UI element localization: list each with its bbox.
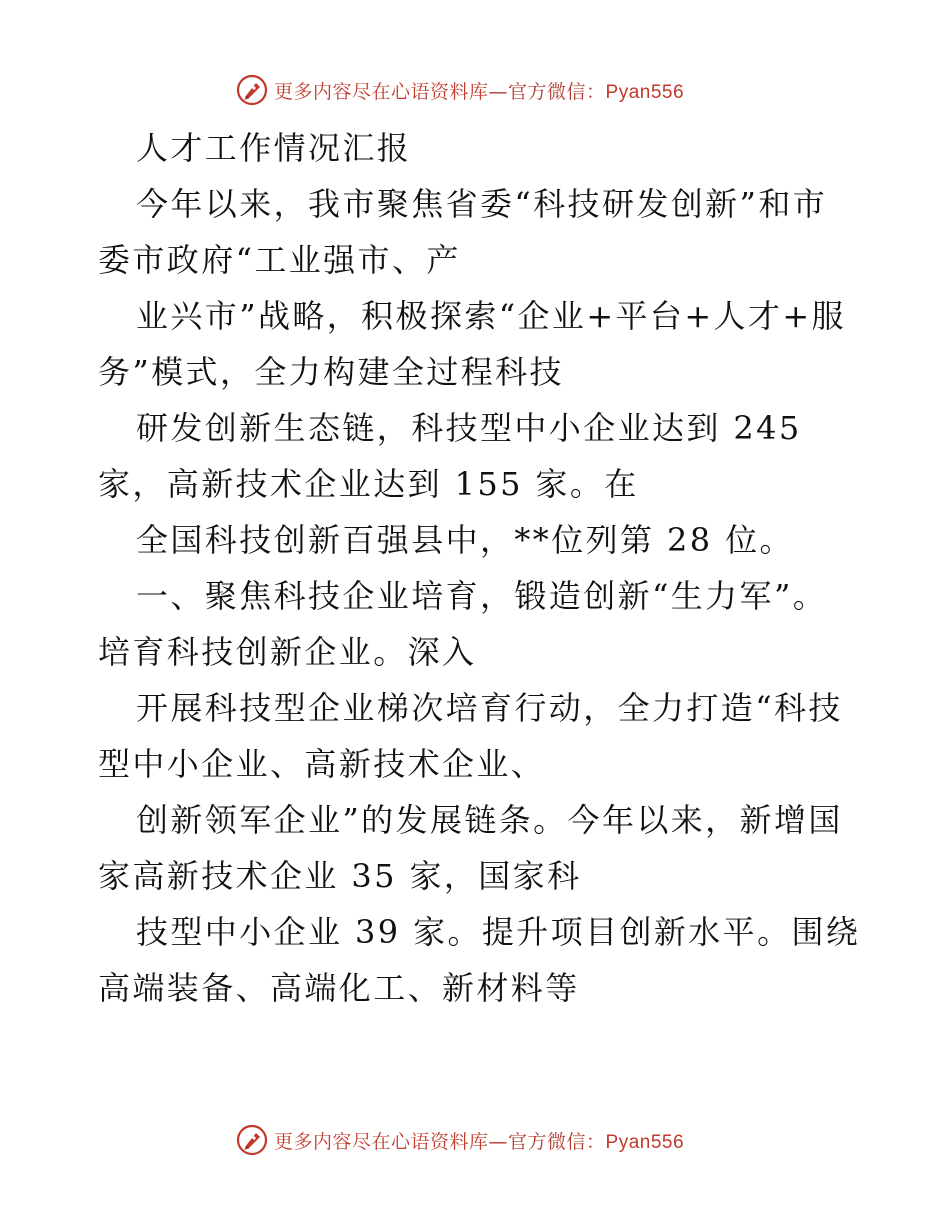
watermark-id: Pyan556 [605, 1131, 685, 1153]
watermark-id: Pyan556 [605, 81, 685, 103]
pen-nib-logo-icon [236, 74, 268, 106]
watermark-header [236, 72, 756, 108]
paragraph-line: 技型中小企业 39 家。提升项目创新水平。围绕 [136, 913, 861, 951]
watermark-title: 更多内容尽在心语资料库 [274, 1130, 489, 1153]
paragraph-line: 开展科技型企业梯次培育行动，全力打造“科技 [136, 689, 843, 727]
paragraph-line: 研发创新生态链，科技型中小企业达到 245 [136, 409, 802, 447]
paragraph-line: 全国科技创新百强县中，**位列第 28 位。 [136, 521, 794, 559]
paragraph-line: 委市政府“工业强市、产 [98, 241, 461, 279]
watermark-title: 更多内容尽在心语资料库 [274, 80, 489, 103]
document-title: 人才工作情况汇报 [136, 129, 412, 167]
paragraph-line: 家高新技术企业 35 家，国家科 [98, 857, 582, 895]
pen-nib-logo-icon [236, 1124, 268, 1156]
watermark-text [274, 1127, 684, 1154]
paragraph-line: 今年以来，我市聚焦省委“科技研发创新”和市 [136, 185, 828, 223]
watermark-separator: —官方微信： [488, 1130, 606, 1153]
paragraph-line: 高端装备、高端化工、新材料等 [98, 969, 580, 1007]
paragraph-line: 培育科技创新企业。深入 [98, 633, 477, 671]
paragraph-line: 家，高新技术企业达到 155 家。在 [98, 465, 639, 503]
watermark-footer [236, 1122, 756, 1158]
watermark-separator: —官方微信： [488, 80, 606, 103]
paragraph-line: 型中小企业、高新技术企业、 [98, 745, 546, 783]
document-body [98, 120, 868, 1016]
paragraph-line: 务”模式，全力构建全过程科技 [98, 353, 564, 391]
section-heading: 一、聚焦科技企业培育，锻造创新“生力军”。 [136, 577, 828, 615]
paragraph-line: 业兴市”战略，积极探索“企业+平台+人才+服 [136, 297, 846, 335]
watermark-text [274, 77, 684, 104]
paragraph-line: 创新领军企业”的发展链条。今年以来，新增国 [136, 801, 843, 839]
